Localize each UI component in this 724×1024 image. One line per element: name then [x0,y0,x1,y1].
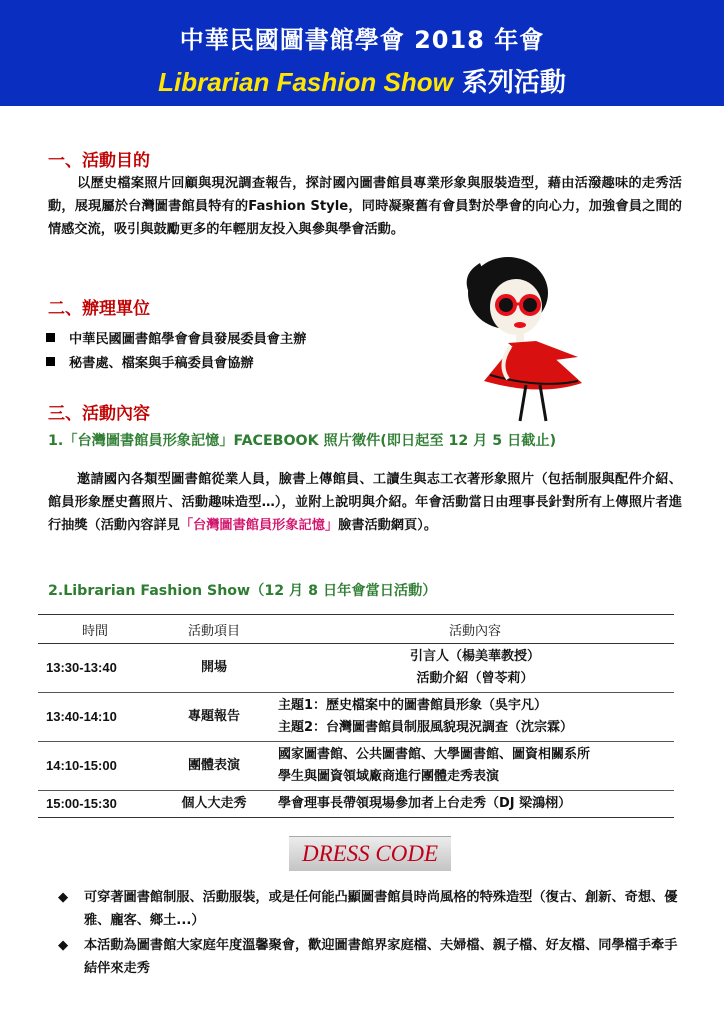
content-cell [276,791,674,818]
time-cell: 13:30-13:40 [38,644,152,693]
content-line: 活動介紹（曾苓莉） [416,671,534,686]
fashion-woman-illustration [450,255,600,425]
square-bullet-icon [46,357,55,366]
column-header: 時間 [38,615,152,644]
time-cell: 13:40-14:10 [38,693,152,742]
content-line: 主題2：台灣圖書館員制服風貌現況調查（沈宗霖） [278,720,574,735]
table-row [38,742,674,791]
dress-code-item [58,886,682,932]
column-header: 活動項目 [152,615,276,644]
section-2-title: 二、辦理單位 [48,299,150,319]
banner-subtitle-en: Librarian Fashion Show [158,67,453,97]
content-line: 學生與圖資領域廠商進行團體走秀表演 [278,769,500,784]
content-line: 主題1：歷史檔案中的圖書館員形象（吳宇凡） [278,698,548,713]
diamond-bullet-icon: ◆ [58,890,69,905]
banner-subtitle [0,62,724,99]
square-bullet-icon [46,333,55,342]
content-cell [276,742,674,791]
diamond-bullet-icon: ◆ [58,938,69,953]
banner-subtitle-zh: 系列活動 [452,68,566,98]
table-row [38,644,674,693]
dress-code-title: DRESS CODE [289,836,451,871]
dress-code-item-text: 本活動為圖書館大家庭年度溫馨聚會，歡迎圖書館界家庭檔、夫婦檔、親子檔、好友檔、同學檔手牽手結伴來走秀 [84,938,678,976]
table-header-row [38,615,674,644]
item-cell: 個人大走秀 [152,791,276,818]
section-1-body: 以歷史檔案照片回顧與現況調查報告，探討國內圖書館員專業形象與服裝造型，藉由活潑趣味的走秀活動，展現屬於台灣圖書館員特有的Fashion Style，同時凝聚舊有會員對於學會的向心力，加強會員之間的情感交流，吸引與鼓勵更多的年輕朋友投入與參與學會活動。 [48,176,682,237]
body-text: 臉書活動網頁）。 [338,518,438,533]
item-cell: 專題報告 [152,693,276,742]
time-cell: 14:10-15:00 [38,742,152,791]
content-line: 學會理事長帶領現場參加者上台走秀（DJ 梁鴻栩） [278,796,572,811]
dress-code-item-text: 可穿著圖書館制服、活動服裝，或是任何能凸顯圖書館員時尚風格的特殊造型（復古、創新、奇想、優雅、龐客、鄉土...） [84,890,678,928]
content-line: 引言人（楊美華教授） [409,649,540,664]
column-header: 活動內容 [276,615,674,644]
content-cell [276,644,674,693]
subsection-1-body [48,468,682,537]
header-banner [0,0,724,106]
item-cell: 團體表演 [152,742,276,791]
section-1-title: 一、活動目的 [48,151,150,171]
schedule-table [38,614,674,818]
banner-title: 中華民國圖書館學會 2018 年會 [179,26,545,54]
facebook-page-name: 「台灣圖書館員形象記憶」 [179,518,339,533]
organizer-item-text: 秘書處、檔案與手稿委員會協辦 [69,356,254,371]
table-row [38,693,674,742]
organizer-item [46,352,254,371]
subsection-1-title: 1.「台灣圖書館員形象記憶」FACEBOOK 照片徵件(即日起至 12 月 5 日截止) [48,433,557,449]
organizer-item-text: 中華民國圖書館學會會員發展委員會主辦 [69,332,307,347]
organizer-item [46,328,306,347]
section-3-title: 三、活動內容 [48,404,150,424]
body-text: 邀請國內各類型圖書館從業人員，臉書上傳館員、工讀生與志工衣著形象照片（包括制服與配件介紹、館員形象歷史舊照片、活動趣味造型…），並附上說明與介紹。年會活動當日由理事長針對所有上傳照片者進行抽獎（活動內容詳見 [48,472,682,533]
content-line: 國家圖書館、公共圖書館、大學圖書館、圖資相關系所 [278,747,591,762]
item-cell: 開場 [152,644,276,693]
dress-code-item [58,934,682,980]
time-cell: 15:00-15:30 [38,791,152,818]
subsection-2-title: 2.Librarian Fashion Show（12 月 8 日年會當日活動） [48,583,437,599]
table-row [38,791,674,818]
content-cell [276,693,674,742]
